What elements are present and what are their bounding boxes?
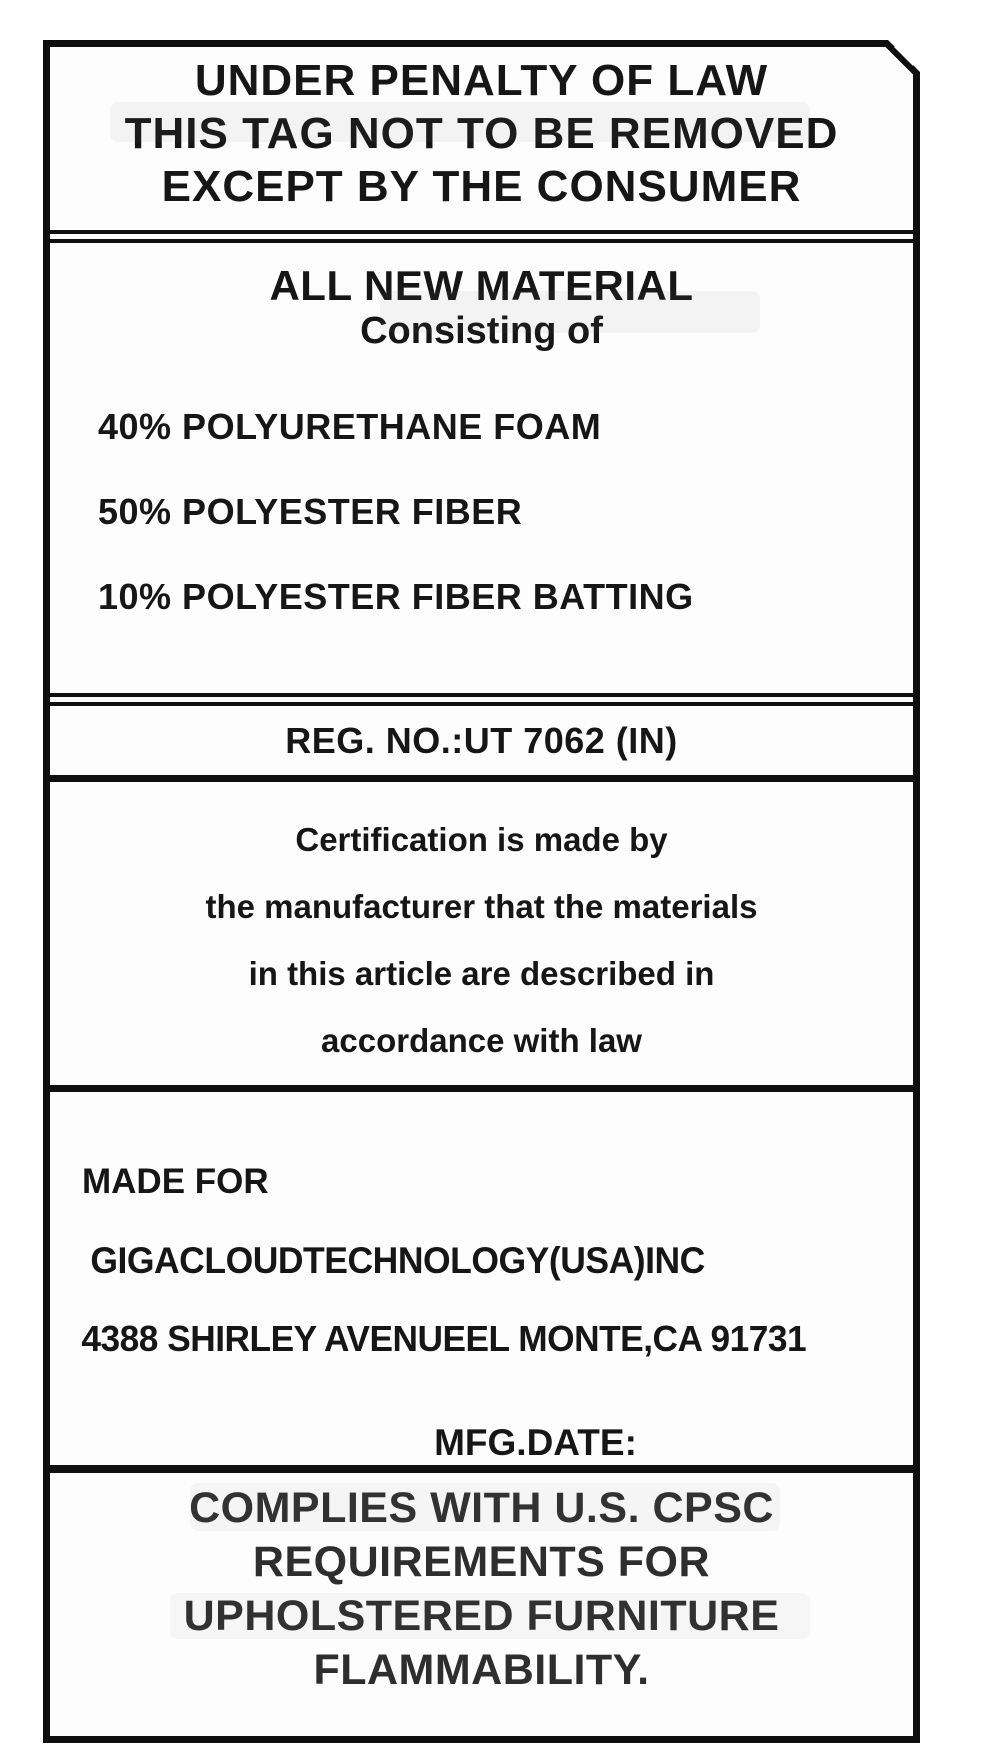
- certification-section: [50, 782, 913, 1092]
- compliance-line-4: FLAMMABILITY.: [313, 1646, 650, 1694]
- penalty-line-3: EXCEPT BY THE CONSUMER: [161, 162, 802, 211]
- compliance-line-2: REQUIREMENTS FOR: [252, 1538, 711, 1586]
- penalty-line-1: UNDER PENALTY OF LAW: [194, 56, 769, 105]
- certification-line-1: Certification is made by: [295, 821, 668, 858]
- material-item-foam: 40% POLYURETHANE FOAM: [98, 406, 602, 447]
- company-address: 4388 SHIRLEY AVENUEEL MONTE,CA 91731: [81, 1318, 807, 1359]
- certification-line-2: the manufacturer that the materials: [205, 888, 758, 925]
- mfg-date-label: MFG.DATE:: [434, 1422, 637, 1463]
- compliance-section: [50, 1473, 913, 1736]
- material-contents-section: [50, 243, 913, 706]
- registration-number: REG. NO.:UT 7062 (IN): [285, 719, 678, 761]
- registration-number-section: [50, 706, 913, 782]
- company-name: GIGACLOUDTECHNOLOGY(USA)INC: [90, 1240, 705, 1281]
- all-new-material-heading: ALL NEW MATERIAL: [269, 262, 694, 309]
- certification-line-4: accordance with law: [321, 1022, 642, 1059]
- law-label-tag: [43, 40, 920, 1743]
- penalty-line-2: THIS TAG NOT TO BE REMOVED: [124, 109, 839, 158]
- certification-line-3: in this article are described in: [248, 955, 715, 992]
- made-for-label: MADE FOR: [82, 1162, 269, 1201]
- page-corner-fold: [888, 40, 920, 72]
- compliance-line-1: COMPLIES WITH U.S. CPSC: [189, 1484, 774, 1532]
- compliance-line-3: UPHOLSTERED FURNITURE: [183, 1592, 780, 1640]
- material-item-fiber: 50% POLYESTER FIBER: [98, 491, 523, 532]
- materials-list: [50, 406, 913, 617]
- consisting-of-subheading: Consisting of: [360, 310, 603, 352]
- material-item-batting: 10% POLYESTER FIBER BATTING: [98, 576, 694, 617]
- penalty-notice-section: [50, 47, 913, 243]
- manufacturer-section: [50, 1092, 913, 1473]
